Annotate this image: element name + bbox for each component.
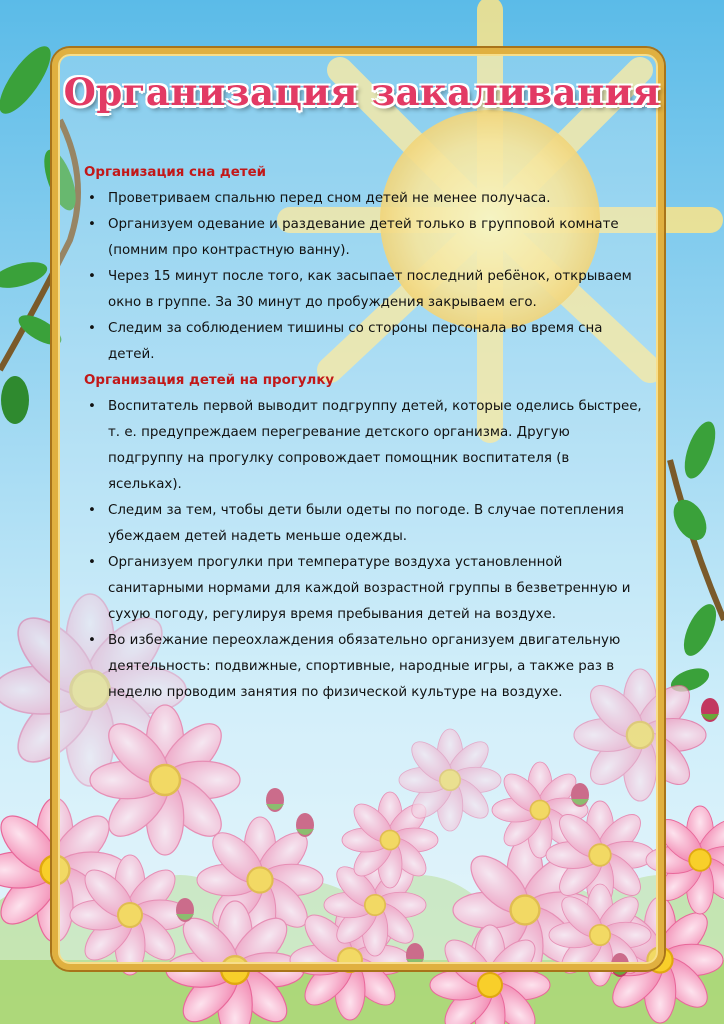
list-item-text: Следим за тем, чтобы дети были одеты по погоде. В случае потепления убеждаем детей надеть меньше одежды.: [108, 503, 624, 544]
list-item-text: Организуем прогулки при температуре воздуха установленной санитарными нормами для каждой возрастной группы в безветренную и сухую погоду, регулируя время пребывания детей на воздухе.: [108, 555, 631, 622]
bullet: •: [88, 633, 96, 648]
list-item-text: Проветриваем спальню перед сном детей не менее получаса.: [108, 191, 551, 206]
bullet: •: [88, 555, 96, 570]
section-walk: [84, 368, 644, 706]
list-item: [84, 550, 644, 628]
bullet: •: [88, 217, 96, 232]
page-title: Организация закаливания: [63, 70, 661, 114]
list-item: [84, 316, 644, 368]
list-item-text: Следим за соблюдением тишины со стороны персонала во время сна детей.: [108, 321, 603, 362]
bullet: •: [88, 321, 96, 336]
branch-right: [667, 418, 724, 697]
list-item-text: Во избежание переохлаждения обязательно организуем двигательную деятельность: подвижные, спортивные, народные игры, а также раз в неделю проводим занятия по физической культуре на воздухе.: [108, 633, 621, 700]
list-item: [84, 628, 644, 706]
list-item-text: Воспитатель первой выводит подгруппу детей, которые оделись быстрее, т. е. предупреждаем перегревание детского организма. Другую подгруппу на прогулку сопровождает помощник воспитателя (в ясельках).: [108, 399, 642, 492]
list-item: [84, 212, 644, 264]
content: [84, 160, 644, 706]
section-heading: Организация детей на прогулку: [84, 373, 335, 388]
bullet: •: [88, 503, 96, 518]
bullet: •: [88, 399, 96, 414]
list-item-text: Через 15 минут после того, как засыпает последний ребёнок, открываем окно в группе. За 30 минут до пробуждения закрываем его.: [108, 269, 632, 310]
section-heading: Организация сна детей: [84, 165, 267, 180]
list-item: [84, 498, 644, 550]
bullet: •: [88, 191, 96, 206]
list-item: [84, 186, 644, 212]
bullet: •: [88, 269, 96, 284]
section-sleep: [84, 160, 644, 368]
list-item-text: Организуем одевание и раздевание детей только в групповой комнате (помним про контрастную ванну).: [108, 217, 619, 258]
list-item: [84, 394, 644, 498]
list-item: [84, 264, 644, 316]
